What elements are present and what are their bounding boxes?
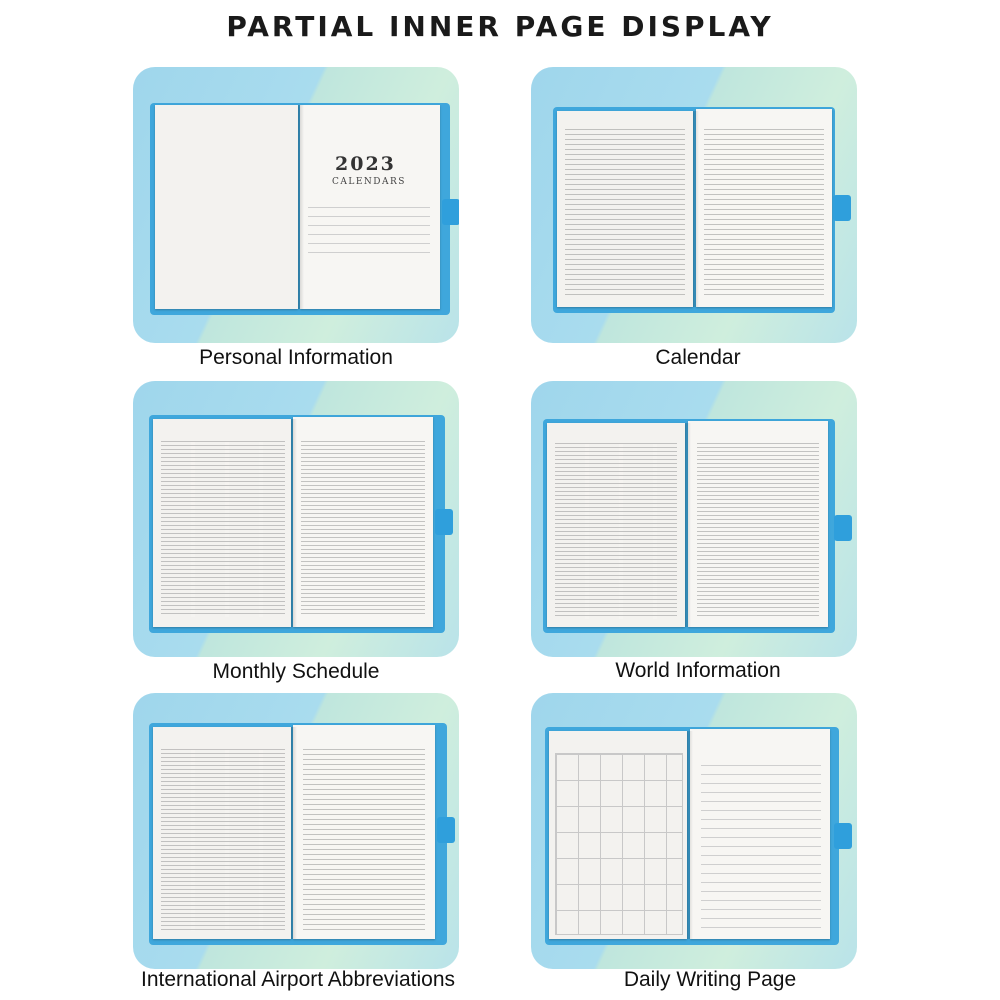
spine-shadow — [687, 731, 693, 939]
notebook-photo-world-information — [531, 381, 857, 657]
caption-calendar: Calendar — [655, 346, 741, 369]
elastic-band — [442, 199, 459, 225]
spine-shadow — [685, 423, 691, 627]
caption-world-information: World Information — [615, 659, 781, 682]
monthly-grid — [555, 753, 683, 935]
notebook-photo-monthly-schedule — [133, 381, 459, 657]
spine-shadow — [291, 419, 297, 627]
airport-table — [161, 749, 285, 931]
elastic-band — [834, 823, 852, 849]
spine-shadow — [298, 105, 304, 309]
calendars-heading: CALENDARS — [332, 177, 406, 187]
notebook-photo-airport-abbreviations — [133, 693, 459, 969]
elastic-band — [437, 817, 455, 843]
elastic-band — [435, 509, 453, 535]
notebook-photo-personal-information — [133, 67, 459, 343]
left-page — [155, 105, 298, 309]
spine-shadow — [693, 111, 699, 307]
page-title: PARTIAL INNER PAGE DISPLAY — [226, 10, 774, 43]
world-info-table-left — [555, 443, 677, 619]
conversion-tables — [303, 749, 425, 931]
caption-personal-information: Personal Information — [199, 346, 393, 369]
schedule-table-right — [301, 441, 425, 617]
elastic-band — [833, 195, 851, 221]
caption-daily-writing-page: Daily Writing Page — [623, 968, 797, 991]
spine-shadow — [291, 727, 297, 939]
elastic-band — [834, 515, 852, 541]
caption-monthly-schedule: Monthly Schedule — [212, 660, 380, 683]
schedule-table-left — [161, 441, 285, 617]
world-info-table-right — [697, 443, 819, 619]
calendar-months-right — [704, 129, 824, 299]
caption-airport-abbreviations: International Airport Abbreviations — [140, 968, 456, 991]
info-lines — [308, 207, 430, 261]
notebook-photo-calendar — [531, 67, 857, 343]
notebook-photo-daily-writing-page — [531, 693, 857, 969]
year-heading: 2023 — [335, 153, 396, 175]
calendar-months-left — [565, 129, 685, 299]
writing-lines — [701, 765, 821, 929]
